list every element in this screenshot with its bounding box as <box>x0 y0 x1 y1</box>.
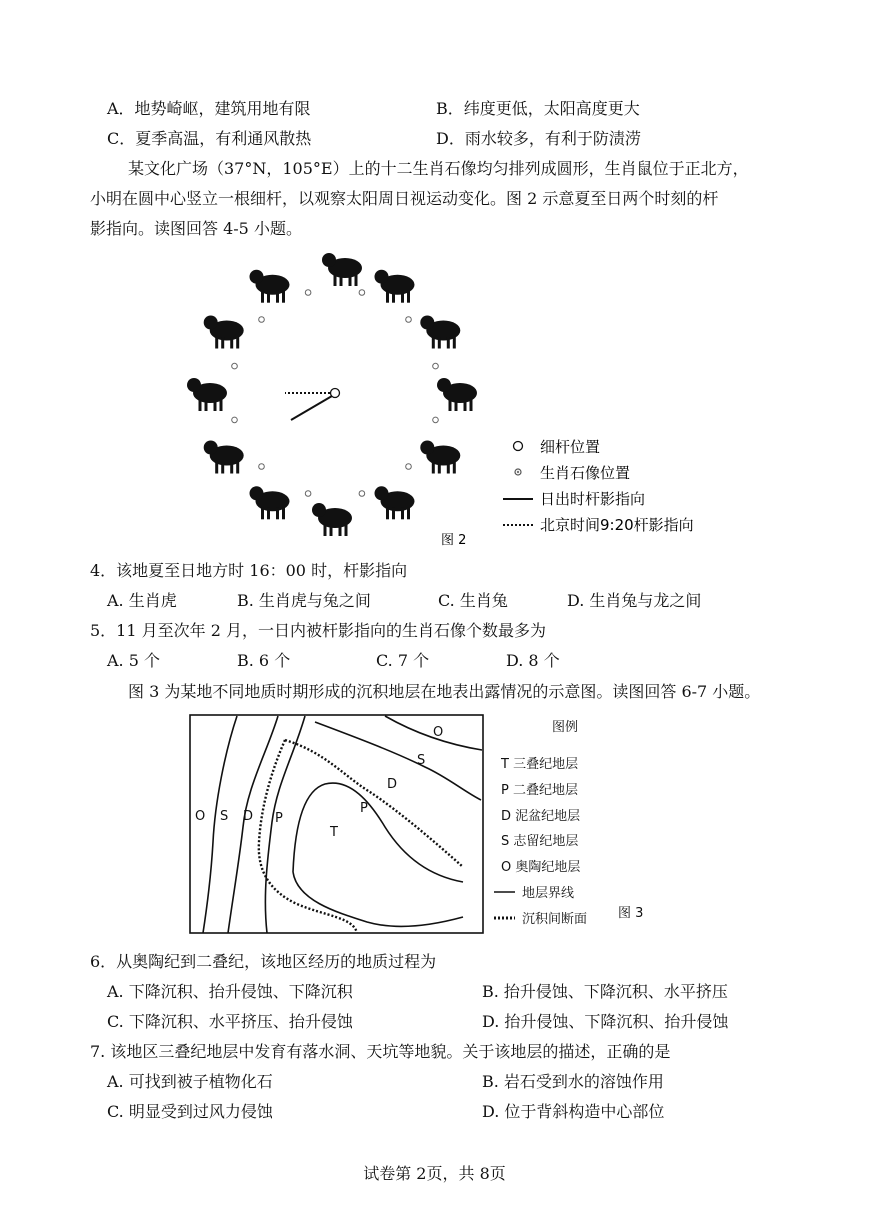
statue-position-dot <box>433 363 439 369</box>
q4-option-a: A. 生肖虎 <box>107 591 177 610</box>
map-frame <box>190 715 483 933</box>
option-b: B．纬度更低，太阳高度更大 <box>436 99 640 118</box>
statue-position-dot <box>259 464 265 470</box>
q6-option-c: C. 下降沉积、水平挤压、抬升侵蚀 <box>107 1012 353 1031</box>
strata-label-o: O <box>433 725 444 740</box>
ox-statue-icon <box>375 270 415 303</box>
strata-label-p: P <box>360 801 368 816</box>
strata-label-d: D <box>243 809 254 824</box>
strata-label-s: S <box>220 809 229 824</box>
q5-option-b: B. 6 个 <box>237 651 291 670</box>
passage-2: 图 3 为某地不同地质时期形成的沉积地层在地表出露情况的示意图。读图回答 6-7 小题。 <box>128 682 761 701</box>
option-d: D．雨水较多，有利于防渍涝 <box>436 129 641 148</box>
statue-position-dot <box>232 417 238 423</box>
page-footer: 试卷第 2页，共 8页 <box>363 1164 506 1183</box>
figure-2-legend <box>503 438 694 534</box>
q7-option-b: B. 岩石受到水的溶蚀作用 <box>482 1072 664 1091</box>
strata-label-s: S <box>417 753 426 768</box>
legend-beijing-label: 北京时间9:20杆影指向 <box>540 516 694 534</box>
option-c: C．夏季高温，有利通风散热 <box>107 129 312 148</box>
statue-position-dot <box>305 491 311 497</box>
legend-unconformity: 沉积间断面 <box>522 912 588 927</box>
horse-statue-icon <box>312 503 352 536</box>
figure-2-zodiac-circle <box>185 248 705 548</box>
strata-label-p: P <box>275 811 283 826</box>
question-5-stem: 5．11 月至次年 2 月，一日内被杆影指向的生肖石像个数最多为 <box>90 621 546 640</box>
legend-o: O 奥陶纪地层 <box>501 860 581 875</box>
statue-position-dot <box>232 363 238 369</box>
dragon-statue-icon <box>420 441 460 474</box>
statue-position-dot <box>359 290 365 296</box>
snake-statue-icon <box>375 486 415 519</box>
passage-line: 小明在圆中心竖立一根细杆，以观察太阳周日视运动变化。图 2 示意夏至日两个时刻的杆 <box>90 189 719 208</box>
option-a: A．地势崎岖，建筑用地有限 <box>107 99 311 118</box>
q7-option-d: D. 位于背斜构造中心部位 <box>482 1102 665 1121</box>
tiger-statue-icon <box>420 316 460 349</box>
statue-position-dot <box>305 290 311 296</box>
passage-line: 影指向。读图回答 4-5 小题。 <box>90 219 302 238</box>
legend-pole-label: 细杆位置 <box>540 438 601 456</box>
legend-p: P 二叠纪地层 <box>501 783 578 798</box>
q5-option-c: C. 7 个 <box>376 651 430 670</box>
q4-option-b: B. 生肖虎与兔之间 <box>237 591 371 610</box>
rat-statue-icon <box>322 253 362 286</box>
strata-label-o: O <box>195 809 206 824</box>
rooster-statue-icon <box>187 378 227 411</box>
strata-label-t: T <box>330 825 338 840</box>
legend-sunrise-label: 日出时杆影指向 <box>540 490 646 508</box>
statue-position-dot <box>406 317 412 323</box>
rabbit-statue-icon <box>437 378 477 411</box>
q5-option-a: A. 5 个 <box>107 651 160 670</box>
strata-label-d: D <box>387 777 398 792</box>
statue-position-dot <box>433 417 439 423</box>
statue-position-dot <box>359 491 365 497</box>
legend-pole-symbol <box>514 442 523 451</box>
q4-option-d: D. 生肖兔与龙之间 <box>567 591 702 610</box>
q7-option-a: A. 可找到被子植物化石 <box>107 1072 273 1091</box>
figure-3-caption: 图 3 <box>618 906 644 921</box>
question-6-stem: 6．从奥陶纪到二叠纪，该地区经历的地质过程为 <box>90 952 437 971</box>
question-7-stem: 7. 该地区三叠纪地层中发育有落水洞、天坑等地貌。关于该地层的描述，正确的是 <box>90 1042 671 1061</box>
q6-option-b: B. 抬升侵蚀、下降沉积、水平挤压 <box>482 982 728 1001</box>
goat-statue-icon <box>250 486 290 519</box>
legend-t: T 三叠纪地层 <box>501 757 579 772</box>
statue-position-dot <box>259 317 265 323</box>
figure-3-strata-map <box>185 712 655 940</box>
legend-statue-label: 生肖石像位置 <box>540 464 631 482</box>
statue-position-dot <box>406 464 412 470</box>
sunrise-shadow-line <box>291 396 332 420</box>
figure-2-caption: 图 2 <box>441 533 467 548</box>
legend-s: S 志留纪地层 <box>501 834 579 849</box>
q6-option-a: A. 下降沉积、抬升侵蚀、下降沉积 <box>107 982 353 1001</box>
pig-statue-icon <box>250 270 290 303</box>
dog-statue-icon <box>204 316 244 349</box>
legend-title: 图例 <box>552 720 579 735</box>
q7-option-c: C. 明显受到过风力侵蚀 <box>107 1102 273 1121</box>
q5-option-d: D. 8 个 <box>506 651 560 670</box>
legend-d: D 泥盆纪地层 <box>501 809 581 824</box>
figure-3-legend <box>494 720 643 927</box>
passage-line: 某文化广场（37°N，105°E）上的十二生肖石像均匀排列成圆形，生肖鼠位于正北方， <box>128 159 749 178</box>
q4-option-c: C. 生肖兔 <box>438 591 508 610</box>
legend-boundary: 地层界线 <box>522 886 575 901</box>
q6-option-d: D. 抬升侵蚀、下降沉积、抬升侵蚀 <box>482 1012 729 1031</box>
monkey-statue-icon <box>204 441 244 474</box>
question-4-stem: 4．该地夏至日地方时 16：00 时，杆影指向 <box>90 561 408 580</box>
